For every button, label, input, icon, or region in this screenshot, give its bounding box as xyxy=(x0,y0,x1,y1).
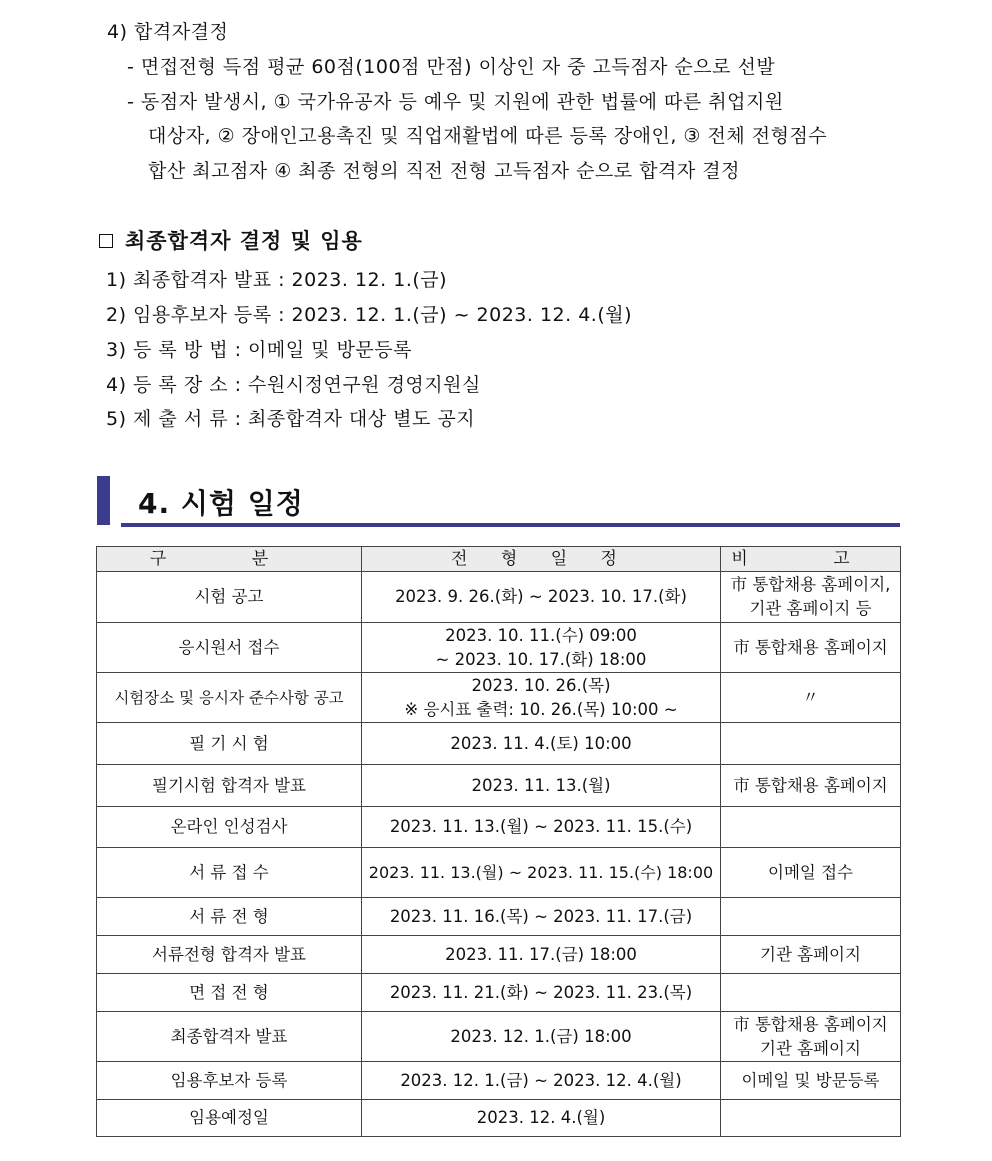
row-schedule xyxy=(362,848,721,898)
row-category xyxy=(97,673,362,723)
row-category-text: 시험장소 및 응시자 준수사항 공고 xyxy=(114,688,344,707)
table-row xyxy=(97,936,901,974)
row-category-text: 필기시험 합격자 발표 xyxy=(152,775,306,795)
row-schedule xyxy=(362,723,721,765)
final-item-4: 4) 등 록 장 소 : 수원시정연구원 경영지원실 xyxy=(106,374,481,396)
table-row xyxy=(97,974,901,1012)
row-schedule xyxy=(362,1100,721,1137)
header-note: 비 고 xyxy=(721,547,901,572)
table-row xyxy=(97,1100,901,1137)
row-schedule-text: 2023. 9. 26.(화) ~ 2023. 10. 17.(화) xyxy=(395,587,687,606)
row-schedule-text: 2023. 10. 11.(수) 09:00 xyxy=(445,625,637,645)
row-note-text: 기관 홈페이지 등 xyxy=(749,599,872,618)
table-row xyxy=(97,673,901,723)
row-schedule xyxy=(362,1062,721,1100)
row-schedule xyxy=(362,1012,721,1062)
row-category xyxy=(97,898,362,936)
table-row xyxy=(97,1062,901,1100)
row-category xyxy=(97,807,362,848)
table-row xyxy=(97,848,901,898)
row-schedule xyxy=(362,807,721,848)
row-schedule-text: 2023. 12. 1.(금) ~ 2023. 12. 4.(월) xyxy=(400,1070,682,1090)
row-category-text: 면 접 전 형 xyxy=(189,982,269,1002)
row-schedule-text: 2023. 11. 13.(월) ~ 2023. 11. 15.(수) xyxy=(389,817,693,836)
row-note xyxy=(721,623,901,673)
row-note-text: 〃 xyxy=(802,687,819,707)
table-row xyxy=(97,1012,901,1062)
row-note xyxy=(721,673,901,723)
table-row xyxy=(97,898,901,936)
row-note-text: 이메일 접수 xyxy=(768,862,853,882)
row-category xyxy=(97,974,362,1012)
final-section-title: 최종합격자 결정 및 임용 xyxy=(125,229,363,253)
table-row xyxy=(97,572,901,623)
criteria-bullet-2-line-2: 대상자, ② 장애인고용촉진 및 직업재활법에 따른 등록 장애인, ③ 전체 전형점수 xyxy=(148,125,828,147)
row-note xyxy=(721,1062,901,1100)
final-item-2: 2) 임용후보자 등록 : 2023. 12. 1.(금) ~ 2023. 12. 4.(월) xyxy=(106,304,633,326)
table-row xyxy=(97,723,901,765)
row-note-text: 市 통합채용 홈페이지, xyxy=(730,575,891,594)
row-schedule-text: 2023. 10. 26.(목) xyxy=(471,675,611,695)
row-category-text: 필 기 시 험 xyxy=(189,733,269,753)
row-schedule-text: 2023. 11. 16.(목) ~ 2023. 11. 17.(금) xyxy=(389,906,693,926)
row-note-text: 기관 홈페이지 xyxy=(760,1038,861,1058)
row-category-text: 응시원서 접수 xyxy=(178,637,280,657)
row-schedule-text: 2023. 11. 13.(월) ~ 2023. 11. 15.(수) 18:00 xyxy=(368,862,714,882)
row-note-text: 市 통합채용 홈페이지 xyxy=(733,1014,888,1034)
final-item-3: 3) 등 록 방 법 : 이메일 및 방문등록 xyxy=(106,339,412,361)
row-note-text: 市 통합채용 홈페이지 xyxy=(733,775,888,795)
row-category xyxy=(97,848,362,898)
header-schedule: 전 형 일 정 xyxy=(362,547,721,572)
row-schedule xyxy=(362,572,721,623)
row-note xyxy=(721,974,901,1012)
row-schedule-text: 2023. 11. 4.(토) 10:00 xyxy=(450,733,632,753)
final-section-heading xyxy=(99,225,363,255)
row-note xyxy=(721,1100,901,1137)
row-category xyxy=(97,1062,362,1100)
section-title: 4. 시험 일정 xyxy=(138,487,304,520)
row-note xyxy=(721,848,901,898)
row-category xyxy=(97,1012,362,1062)
row-category-text: 임용예정일 xyxy=(189,1108,269,1127)
row-schedule xyxy=(362,936,721,974)
row-note-text: 기관 홈페이지 xyxy=(760,944,861,964)
row-note xyxy=(721,898,901,936)
row-category xyxy=(97,723,362,765)
row-category xyxy=(97,1100,362,1137)
row-category xyxy=(97,623,362,673)
row-category-text: 서류전형 합격자 발표 xyxy=(152,944,306,964)
row-note xyxy=(721,807,901,848)
row-note-text: 市 통합채용 홈페이지 xyxy=(733,637,888,657)
row-note xyxy=(721,572,901,623)
table-row xyxy=(97,765,901,807)
row-schedule-text: ※ 응시표 출력: 10. 26.(목) 10:00 ~ xyxy=(404,699,678,719)
row-note xyxy=(721,1012,901,1062)
row-schedule-text: ~ 2023. 10. 17.(화) 18:00 xyxy=(435,649,647,669)
criteria-heading: 4) 합격자결정 xyxy=(107,21,229,43)
row-schedule xyxy=(362,765,721,807)
row-category-text: 최종합격자 발표 xyxy=(170,1026,288,1046)
criteria-bullet-2-line-3: 합산 최고점자 ④ 최종 전형의 직전 전형 고득점자 순으로 합격자 결정 xyxy=(148,160,740,182)
row-schedule-text: 2023. 11. 17.(금) 18:00 xyxy=(445,944,637,964)
row-category-text: 온라인 인성검사 xyxy=(170,817,288,836)
row-category-text: 서 류 전 형 xyxy=(189,906,269,926)
row-category xyxy=(97,936,362,974)
section-underline xyxy=(121,523,900,527)
row-schedule xyxy=(362,898,721,936)
final-item-5: 5) 제 출 서 류 : 최종합격자 대상 별도 공지 xyxy=(106,408,476,430)
table-row xyxy=(97,623,901,673)
row-note xyxy=(721,723,901,765)
row-schedule xyxy=(362,673,721,723)
row-category-text: 서 류 접 수 xyxy=(189,862,269,882)
header-category: 구 분 xyxy=(97,547,362,572)
row-note xyxy=(721,765,901,807)
criteria-bullet-1: - 면접전형 득점 평균 60점(100점 만점) 이상인 자 중 고득점자 순으로 선발 xyxy=(127,56,776,78)
row-schedule-text: 2023. 11. 13.(월) xyxy=(471,775,611,795)
section-accent-bar xyxy=(97,476,110,525)
row-category xyxy=(97,572,362,623)
criteria-bullet-2-line-1: - 동점자 발생시, ① 국가유공자 등 예우 및 지원에 관한 법률에 따른 취업지원 xyxy=(127,91,784,113)
row-category xyxy=(97,765,362,807)
row-category-text: 임용후보자 등록 xyxy=(170,1070,288,1090)
row-schedule-text: 2023. 11. 21.(화) ~ 2023. 11. 23.(목) xyxy=(389,982,693,1002)
row-schedule xyxy=(362,974,721,1012)
schedule-table xyxy=(96,546,901,1137)
table-header-row xyxy=(97,547,901,572)
row-note xyxy=(721,936,901,974)
row-schedule-text: 2023. 12. 4.(월) xyxy=(476,1108,606,1127)
row-category-text: 시험 공고 xyxy=(194,587,264,606)
row-note-text: 이메일 및 방문등록 xyxy=(741,1070,880,1090)
row-schedule xyxy=(362,623,721,673)
final-item-1: 1) 최종합격자 발표 : 2023. 12. 1.(금) xyxy=(106,269,448,291)
table-row xyxy=(97,807,901,848)
checkbox-bullet-icon xyxy=(99,234,113,248)
row-schedule-text: 2023. 12. 1.(금) 18:00 xyxy=(450,1026,632,1046)
